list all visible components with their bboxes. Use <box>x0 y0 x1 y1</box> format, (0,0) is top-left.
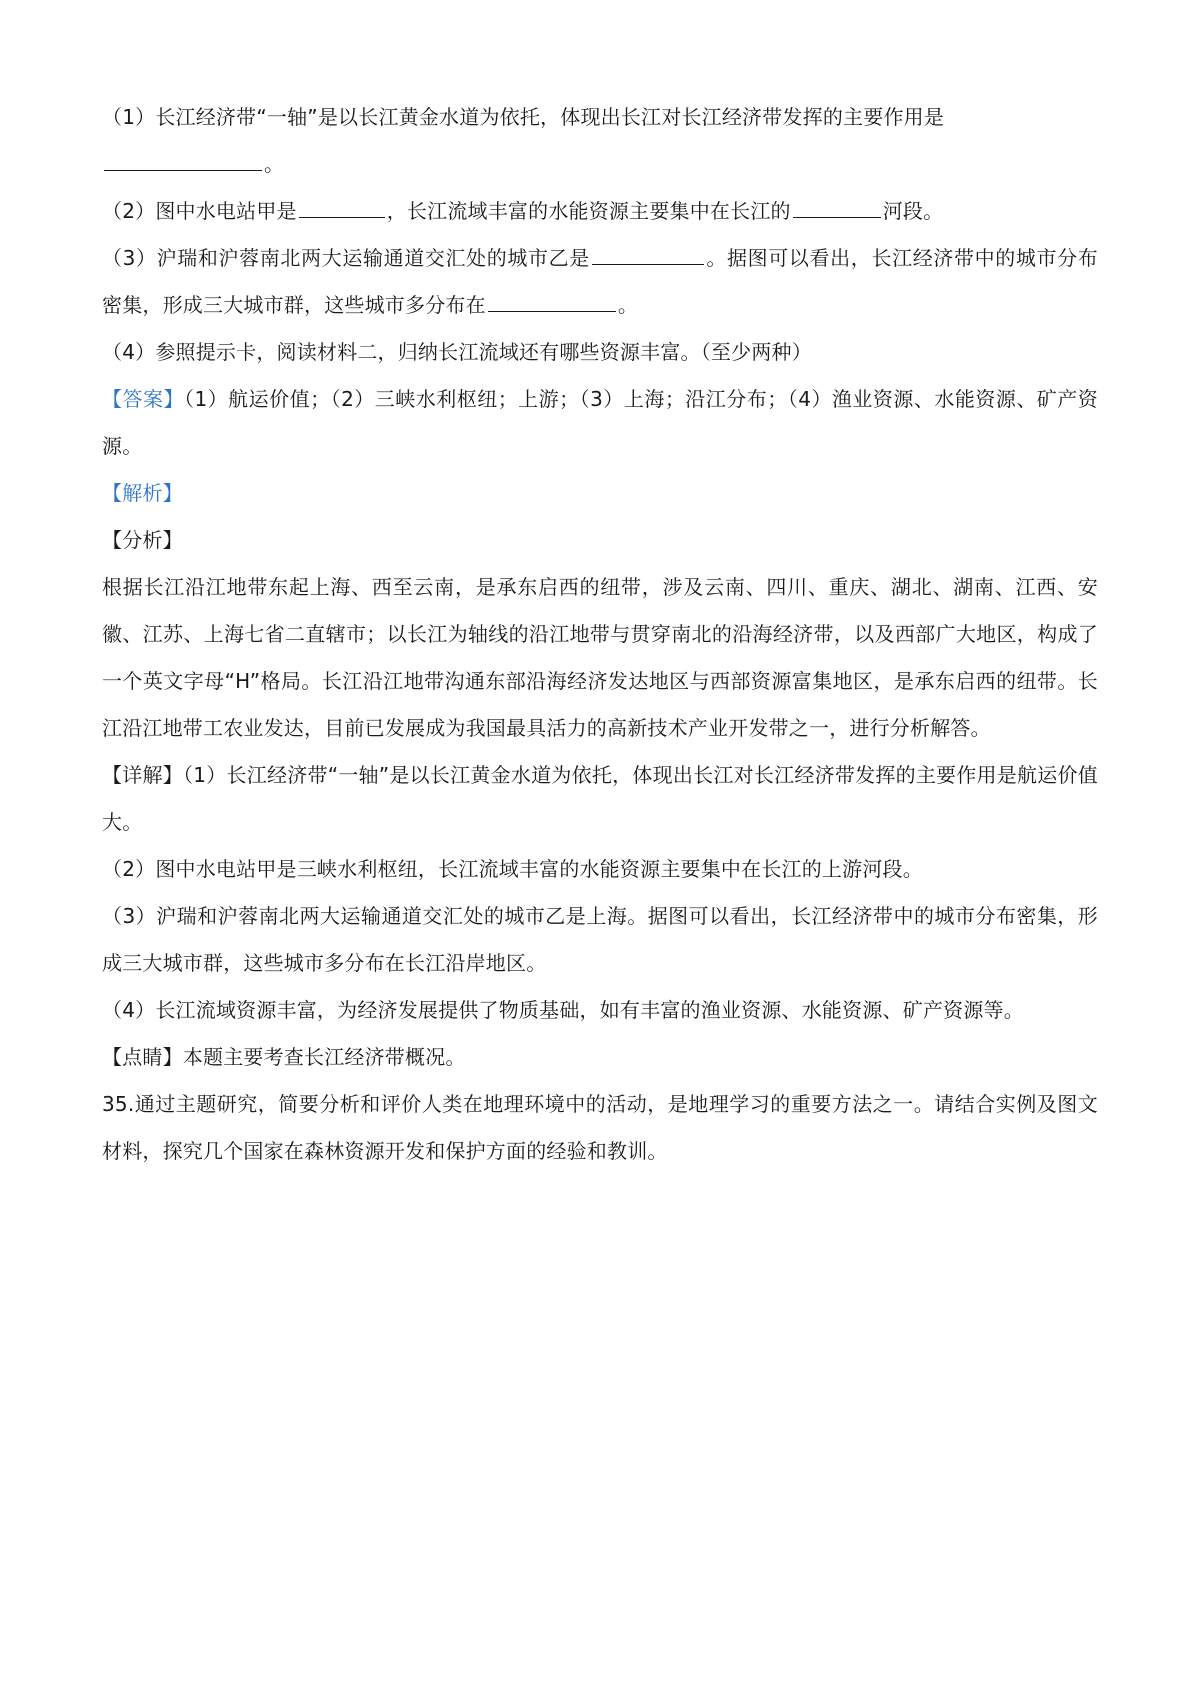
question-2-text-b: ，长江流域丰富的水能资源主要集中在长江的 <box>386 199 791 223</box>
question-35-number: 35. <box>102 1092 135 1116</box>
detail-p1 <box>102 752 1098 846</box>
question-1 <box>102 94 1098 141</box>
answer-blank <box>104 148 262 171</box>
question-3-text-c: 。 <box>617 293 639 317</box>
comment-label: 【点睛】 <box>102 1045 183 1069</box>
document-content <box>102 94 1098 1175</box>
question-2 <box>102 188 1098 235</box>
analysis-subheading <box>102 517 1098 564</box>
answer-label: 【答案】 <box>102 387 184 411</box>
detail-label: 【详解】 <box>102 763 183 787</box>
answer-blank <box>299 195 385 218</box>
detail-p1-text: （1）长江经济带“一轴”是以长江黄金水道为依托，体现出长江对长江经济带发挥的主要作用是航运价值大。 <box>102 763 1098 834</box>
question-35-text: 通过主题研究，简要分析和评价人类在地理环境中的活动，是地理学习的重要方法之一。请结合实例及图文材料，探究几个国家在森林资源开发和保护方面的经验和教训。 <box>102 1092 1098 1163</box>
answer-blank <box>793 195 881 218</box>
question-4 <box>102 329 1098 376</box>
analysis-sub-label: 【分析】 <box>102 528 183 552</box>
detail-p3: （3）沪瑞和沪蓉南北两大运输通道交汇处的城市乙是上海。据图可以看出，长江经济带中的城市分布密集，形成三大城市群，这些城市多分布在长江沿岸地区。 <box>102 904 1098 975</box>
answer-blank <box>488 289 616 312</box>
question-1-text: （1）长江经济带“一轴”是以长江黄金水道为依托，体现出长江对长江经济带发挥的主要作用是 <box>102 105 945 129</box>
analysis-text: 根据长江沿江地带东起上海、西至云南，是承东启西的纽带，涉及云南、四川、重庆、湖北、湖南、江西、安徽、江苏、上海七省二直辖市；以长江为轴线的沿江地带与贯穿南北的沿海经济带，以及西部广大地区，构成了一个英文字母“H”格局。长江沿江地带沟通东部沿海经济发达地区与西部资源富集地区，是承东启西的纽带。长江沿江地带工农业发达，目前已发展成为我国最具活力的高新技术产业开发带之一，进行分析解答。 <box>102 575 1098 740</box>
analysis-label: 【解析】 <box>102 481 183 505</box>
question-3-text-b: 。据图可以看出，长江经济带中的城市分布密集，形成三大城市群，这些城市多分布在 <box>102 246 1098 317</box>
comment-section <box>102 1034 1098 1081</box>
question-2-text-c: 河段。 <box>882 199 944 223</box>
answer-text: （1）航运价值；（2）三峡水利枢纽；上游；（3）上海；沿江分布；（4）渔业资源、水能资源、矿产资源。 <box>102 387 1098 458</box>
question-1-blank-line <box>102 141 1098 188</box>
question-3-text-a: （3）沪瑞和沪蓉南北两大运输通道交汇处的城市乙是 <box>102 246 590 270</box>
question-4-text: （4）参照提示卡，阅读材料二，归纳长江流域还有哪些资源丰富。（至少两种） <box>102 340 812 364</box>
analysis-heading <box>102 470 1098 517</box>
detail-p2: （2）图中水电站甲是三峡水利枢纽，长江流域丰富的水能资源主要集中在长江的上游河段。 <box>102 857 923 881</box>
answer-section <box>102 376 1098 470</box>
comment-text: 本题主要考查长江经济带概况。 <box>182 1045 466 1069</box>
question-1-end: 。 <box>264 152 285 176</box>
answer-blank <box>592 242 704 265</box>
question-3 <box>102 235 1098 329</box>
detail-p4: （4）长江流域资源丰富，为经济发展提供了物质基础，如有丰富的渔业资源、水能资源、矿产资源等。 <box>102 998 1024 1022</box>
question-35 <box>102 1081 1098 1175</box>
question-2-text-a: （2）图中水电站甲是 <box>102 199 297 223</box>
